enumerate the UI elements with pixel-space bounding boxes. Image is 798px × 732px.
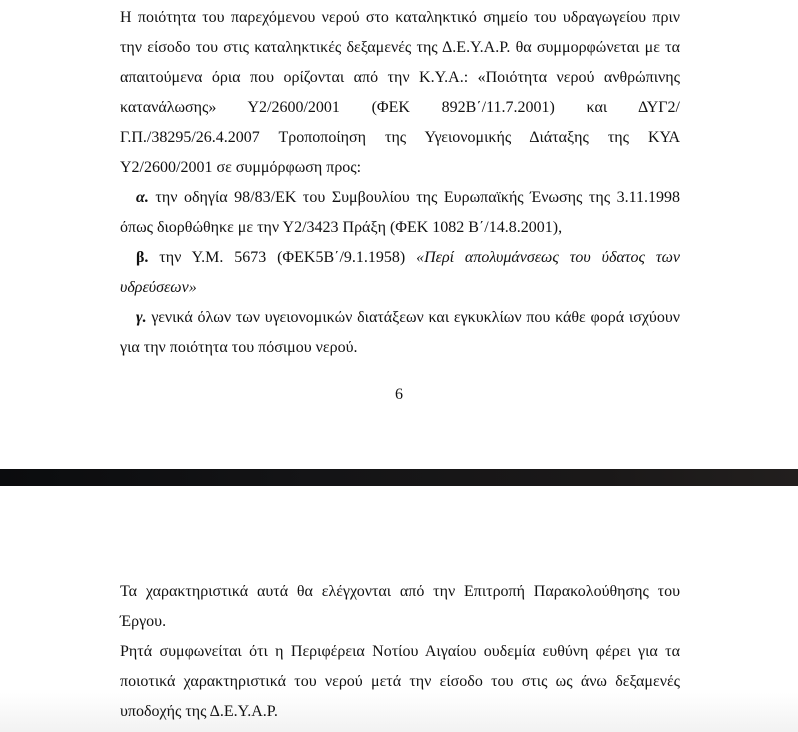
list-text-a: την οδηγία 98/83/ΕΚ του Συμβουλίου της Ευρωπαϊκής Ένωσης της 3.11.1998 όπως διορθώθηκε με την Υ2/3423 Πράξη (ΦΕΚ 1082 Β΄/14.8.2001),	[120, 189, 680, 236]
page-separator	[0, 469, 798, 486]
page-7-body	[120, 577, 680, 727]
list-text-c: γενικά όλων των υγειονομικών διατάξεων και εγκυκλίων που κάθε φορά ισχύουν για την ποιότητα του πόσιμου νερού.	[120, 309, 680, 356]
intro-paragraph: Η ποιότητα του παρεχόμενου νερού στο καταληκτικό σημείο του υδραγωγείου πριν την είσοδο του στις καταληκτικές δεξαμενές της Δ.Ε.Υ.Α.Ρ. θα συμμορφώνεται με τα απαιτούμενα όρια που ορίζονται από την Κ.Υ.Α.: «Ποιότητα νερού ανθρώπινης κατανάλωσης» Υ2/2600/2001 (ΦΕΚ 892Β΄/11.7.2001) και ΔΥΓ2/Γ.Π./38295/26.4.2007 Τροποποίηση της Υγειονομικής Διάταξης της ΚΥΑ Υ2/2600/2001 σε συμμόρφωση προς:	[120, 9, 680, 176]
liability-paragraph: Ρητά συμφωνείται ότι η Περιφέρεια Νοτίου Αιγαίου ουδεμία ευθύνη φέρει για τα ποιοτικά χαρακτηριστικά του νερού μετά την είσοδο του στις ως άνω δεξαμενές υποδοχής της Δ.Ε.Υ.Α.Ρ.	[120, 643, 680, 720]
list-label-b: β.	[136, 249, 149, 266]
list-label-a: α.	[136, 189, 149, 206]
list-label-c: γ.	[136, 309, 147, 326]
list-item-b	[120, 243, 680, 303]
page-number: 6	[395, 386, 403, 403]
document-page-7	[0, 486, 798, 732]
page-6-body	[120, 3, 680, 363]
list-italic-title-b: «Περί απολυμάνσεως του ύδατος των υδρεύσεων»	[120, 249, 681, 296]
list-item-c	[120, 303, 680, 363]
list-text-b: την Υ.Μ. 5673 (ΦΕΚ5Β΄/9.1.1958)	[148, 249, 417, 266]
list-item-a	[120, 183, 680, 243]
monitoring-committee-paragraph: Τα χαρακτηριστικά αυτά θα ελέγχονται από την Επιτροπή Παρακολούθησης του Έργου.	[120, 583, 680, 630]
